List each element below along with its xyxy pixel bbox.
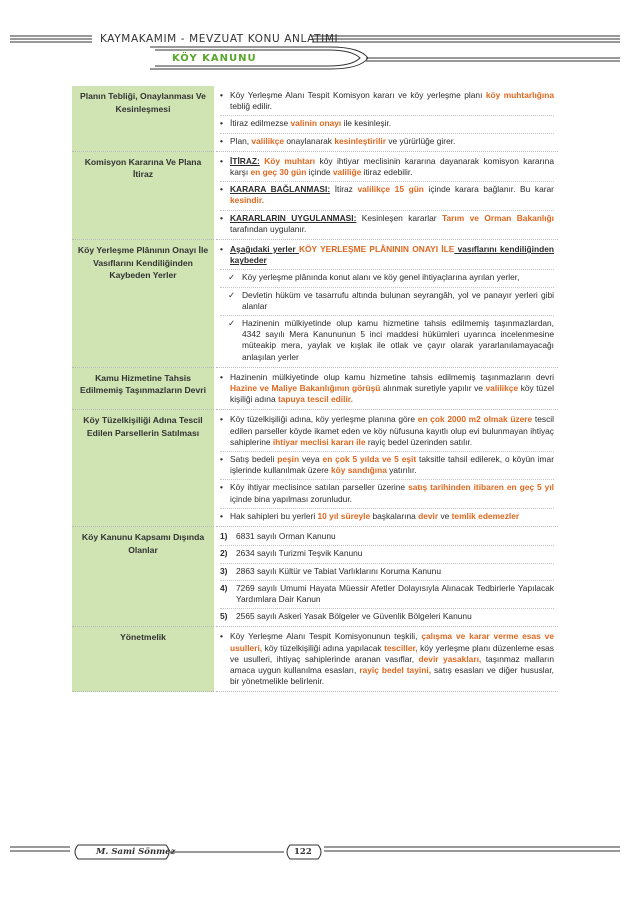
text-run: ve yürürlüğe girer.	[386, 135, 456, 146]
highlight-text: satış tarihinden itibaren en geç 5 yıl	[408, 482, 554, 493]
text-run: yatırılır.	[386, 465, 417, 476]
bullet-item	[220, 90, 554, 112]
header-title: KAYMAKAMIM - MEVZUAT KONU ANLATIMI	[100, 33, 339, 45]
text-run: Plan,	[230, 135, 252, 146]
item-number: 2)	[220, 548, 228, 559]
bullet-text	[230, 156, 554, 178]
content-table	[72, 86, 558, 692]
bullet-item	[220, 133, 554, 147]
highlight-text: Hazine ve Maliye Bakanlığının görüşü	[230, 383, 381, 394]
bullet-icon: •	[220, 118, 223, 129]
highlight-text: temlik edemezler	[451, 510, 520, 521]
item-number: 3)	[220, 565, 228, 576]
row-label: Köy Kanunu Kapsamı Dışında Olanlar	[72, 527, 215, 627]
underlined-bold-text: KARARLARIN UYGULANMASI:	[230, 212, 357, 223]
bullet-text	[230, 631, 554, 687]
highlight-text: ihtiyar meclisi kararı ile	[272, 436, 366, 447]
highlight-text: valiliğe	[332, 167, 362, 178]
text-run: itiraz edebilir.	[361, 167, 413, 178]
highlight-text: en geç 30 gün	[250, 167, 307, 178]
highlight-text: peşin	[277, 454, 300, 465]
table-row	[72, 86, 558, 151]
heading-text	[230, 244, 554, 266]
highlight-text: tapuya tescil edilir.	[277, 394, 353, 405]
text-run: içinde karara bağlanır. Bu karar	[423, 184, 554, 195]
check-icon: ✓	[228, 289, 236, 300]
item-text: 6831 sayılı Orman Kanunu	[236, 531, 336, 542]
text-run: köy tüzelkişiliği adına yapılacak	[262, 642, 385, 653]
bullet-text	[230, 511, 554, 522]
row-content	[215, 627, 558, 692]
item-text: 2634 sayılı Turizmi Teşvik Kanunu	[236, 548, 363, 559]
bullet-text	[230, 414, 554, 448]
bullet-icon: •	[220, 135, 223, 146]
page-header	[0, 0, 630, 72]
underlined-bold-text: KARARA BAĞLANMASI:	[230, 184, 331, 195]
highlight-text: devir yasakları,	[418, 653, 482, 664]
text-run: tescil edilen parseller köyde ikamet eden ve köy nüfusuna kayıtlı olup evi bulunmayan ihtiyaç sahiplerine	[230, 414, 554, 447]
row-content	[215, 86, 558, 151]
text-run: İtiraz	[330, 184, 358, 195]
bullet-icon: •	[220, 414, 223, 425]
highlight-text: en çok 2000 m2 olmak üzere	[417, 414, 533, 425]
row-label: Köy Tüzelkişiliği Adına Tescil Edilen Parsellerin Satılması	[72, 410, 215, 527]
text-run: Satış bedeli	[230, 454, 278, 465]
bullet-text	[230, 136, 554, 147]
bullet-icon: •	[220, 631, 223, 642]
highlight-text: tesciller,	[384, 642, 418, 653]
table-row	[72, 627, 558, 692]
bullet-icon: •	[220, 212, 223, 223]
table-row	[72, 410, 558, 527]
text-run: İtiraz edilmezse	[230, 118, 291, 129]
text-run: alınmak suretiyle yapılır ve	[380, 383, 486, 394]
highlight-text: köy muhtarlığına	[485, 90, 554, 100]
bullet-icon: •	[220, 454, 223, 465]
text-run: rayiç bedel üzerinden satılır.	[365, 436, 473, 447]
highlight-text: köy sandığına	[331, 465, 387, 476]
bullet-item	[220, 414, 554, 448]
text-run: Hazinenin mülkiyetinde olup kamu hizmetine tahsis edilmemiş taşınmazların devri	[230, 371, 554, 382]
bullet-text	[230, 454, 554, 476]
row-label: Kamu Hizmetine Tahsis Edilmemiş Taşınmazların Devri	[72, 367, 215, 410]
bullet-item	[220, 181, 554, 206]
bullet-text	[230, 482, 554, 504]
numbered-item	[220, 531, 554, 542]
table-row	[72, 367, 558, 410]
bullet-icon: •	[220, 90, 223, 100]
text-run: satış esasları ve diğer hususlar, bir yönetmelikle belirlenir.	[230, 664, 554, 687]
underlined-bold-text: vasıflarını kendiliğinden kaybeder	[230, 244, 554, 266]
underlined-bold-text: İTİRAZ:	[230, 155, 260, 166]
header-subtitle: KÖY KANUNU	[172, 53, 257, 64]
table-row	[72, 151, 558, 239]
highlight-text: kesindir.	[230, 195, 264, 206]
highlight-text: Tarım ve Orman Bakanlığı	[442, 212, 554, 223]
text-run: taşınmaz malların amaca uygun kullanılma esasları,	[230, 653, 554, 675]
text-run: köy ihtiyar meclisinin kararına dayanarak komisyon kararına karşı	[230, 155, 554, 178]
item-text: 2863 sayılı Kültür ve Tabiat Varlıklarını Koruma Kanunu	[236, 565, 441, 576]
check-text: Devletin hüküm ve tasarrufu altında bulunan seyrangâh, yol ve panayır yerleri gibi alanlar	[242, 289, 554, 311]
bullet-heading	[220, 244, 554, 266]
bullet-item	[220, 115, 554, 129]
text-run: içinde	[306, 167, 333, 178]
bullet-item	[220, 372, 554, 406]
item-number: 4)	[220, 582, 228, 593]
highlight-text: devir	[418, 510, 439, 521]
text-run: köy tüzel kişiliği adına	[230, 383, 554, 405]
check-text: Köy yerleşme plânında konut alanı ve köy genel ihtiyaçlarına ayrılan yerler,	[242, 272, 520, 283]
item-text: 2565 sayılı Askeri Yasak Bölgeler ve Güvenlik Bölgeleri Kanunu	[236, 611, 472, 622]
text-run: başkalarına	[370, 510, 419, 521]
text-run: Köy ihtiyar meclisince satılan parseller üzerine	[230, 482, 409, 493]
item-text: 7269 sayılı Umumi Hayata Müessir Afetler Dolayısıyla Alınacak Tedbirlerle Yapılacak Yardımlara Dair Kanun	[236, 582, 554, 604]
bullet-icon: •	[220, 184, 223, 195]
highlight-text: 10 yıl süreyle	[317, 510, 371, 521]
item-number: 1)	[220, 531, 228, 542]
check-item	[220, 315, 554, 363]
bullet-item	[220, 451, 554, 476]
row-content	[215, 151, 558, 239]
footer-decoration	[0, 835, 630, 865]
bullet-item	[220, 631, 554, 687]
row-content	[215, 410, 558, 527]
highlight-text: Köy muhtarı	[264, 155, 316, 166]
bullet-item	[220, 508, 554, 522]
text-run: Hak sahipleri bu yerleri	[230, 510, 318, 521]
check-icon: ✓	[228, 318, 236, 329]
highlight-text: en çok 5 yılda ve 5 eşit	[322, 454, 417, 465]
row-label: Yönetmelik	[72, 627, 215, 692]
text-run: onaylanarak	[284, 135, 335, 146]
text-run: Köy Yerleşme Alanı Tespit Komisyon kararı ve köy yerleşme planı	[230, 90, 486, 100]
text-run: ve	[438, 510, 452, 521]
bullet-icon: •	[220, 371, 223, 382]
bullet-text	[230, 184, 554, 206]
check-item	[220, 287, 554, 312]
highlight-text: valinin onayı	[290, 118, 342, 129]
check-text: Hazinenin mülkiyetinde olup kamu hizmetine tahsis edilmemiş taşınmazlardan, 4342 sayılı Mera Kanununun 5 inci maddesi hükümleri uyarınca incelenmesine müteakip mera, yaylak ve kışlak ile otlak ve çayır olarak yararlanılamayacağı anlaşılan yerler	[242, 318, 554, 362]
row-content	[215, 527, 558, 627]
text-run: tarafından uygulanır.	[230, 223, 307, 234]
bullet-text	[230, 118, 554, 129]
numbered-item	[220, 563, 554, 577]
item-number: 5)	[220, 611, 228, 622]
bullet-text	[230, 372, 554, 406]
text-run: tebliğ edilir.	[230, 101, 272, 112]
page-number: 122	[294, 847, 312, 857]
highlight-text: çalışma ve karar verme esas ve usulleri,	[230, 631, 554, 653]
bullet-icon: •	[220, 482, 223, 493]
underlined-bold-text: Aşağıdaki yerler	[230, 244, 299, 255]
row-label: Planın Tebliği, Onaylanması Ve Kesinleşmesi	[72, 86, 215, 151]
numbered-item	[220, 545, 554, 559]
highlight-text: valilikçe	[485, 383, 519, 394]
row-content	[215, 367, 558, 410]
highlight-text: rayiç bedel tayini,	[359, 664, 431, 675]
bullet-item	[220, 156, 554, 178]
text-run: veya	[299, 454, 323, 465]
row-content	[215, 240, 558, 368]
highlight-text: valilikçe 15 gün	[357, 184, 424, 195]
bullet-icon: •	[220, 244, 223, 255]
text-run: Köy tüzelkişiliği adına, köy yerleşme planına göre	[230, 414, 418, 425]
bullet-item	[220, 210, 554, 235]
text-run: taksitle tahsil edilerek, o köyün imar işlerinde kullanılmak üzere	[230, 454, 554, 476]
bullet-icon: •	[220, 155, 223, 166]
text-run: Kesinleşen kararlar	[356, 212, 443, 223]
check-icon: ✓	[228, 272, 236, 283]
row-label: Köy Yerleşme Plânının Onayı İle Vasıflarını Kendiliğinden Kaybeden Yerler	[72, 240, 215, 368]
text-run: içinde bina yapılması zorunludur.	[230, 493, 352, 504]
numbered-item	[220, 608, 554, 622]
table-row	[72, 527, 558, 627]
bullet-icon: •	[220, 510, 223, 521]
bullet-text	[230, 90, 554, 112]
highlight-text: KÖY YERLEŞME PLÂNININ ONAYI İLE	[298, 244, 455, 255]
text-run: köy yerleşme planı düzenleme esas ve usulleri, ihtiyaç sahiplerinde aranan vasıflar,	[230, 642, 554, 664]
check-item	[220, 269, 554, 283]
bullet-text	[230, 213, 554, 235]
highlight-text: kesinleştirilir	[334, 135, 387, 146]
numbered-item	[220, 580, 554, 605]
text-run: Köy Yerleşme Alanı Tespit Komisyonunun teşkili,	[230, 631, 422, 642]
table-row	[72, 240, 558, 368]
footer-author: M. Sami Sönmez	[96, 847, 176, 857]
row-label: Komisyon Kararına Ve Plana İtiraz	[72, 151, 215, 239]
highlight-text: valilikçe	[251, 135, 285, 146]
bullet-item	[220, 479, 554, 504]
text-run: ile kesinleşir.	[341, 118, 392, 129]
